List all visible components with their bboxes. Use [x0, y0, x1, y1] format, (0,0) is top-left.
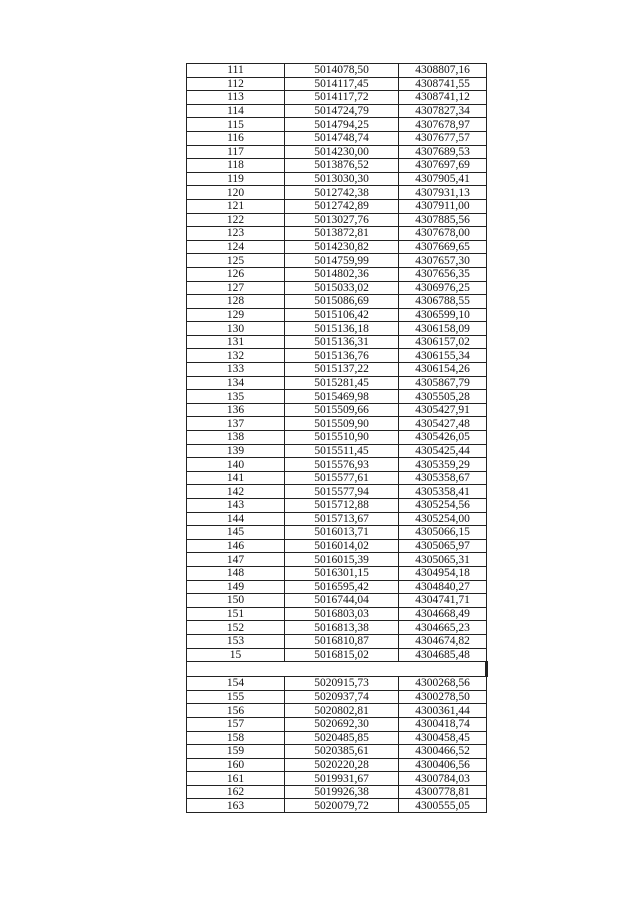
y-coordinate-cell: 4306599,10	[399, 308, 487, 322]
table-row	[187, 431, 487, 445]
y-coordinate-cell: 4305505,28	[399, 390, 487, 404]
table-row	[187, 499, 487, 513]
table-row	[187, 539, 487, 553]
y-coordinate-cell: 4305359,29	[399, 458, 487, 472]
x-coordinate-cell: 5015469,98	[285, 390, 399, 404]
x-coordinate-cell: 5016014,02	[285, 539, 399, 553]
x-coordinate-cell: 5015511,45	[285, 444, 399, 458]
y-coordinate-cell: 4306158,09	[399, 322, 487, 336]
x-coordinate-cell: 5020385,61	[285, 745, 399, 759]
x-coordinate-cell: 5016301,15	[285, 566, 399, 580]
x-coordinate-cell: 5015137,22	[285, 363, 399, 377]
y-coordinate-cell: 4300555,05	[399, 799, 487, 813]
table-row	[187, 648, 487, 662]
x-coordinate-cell: 5012742,89	[285, 199, 399, 213]
table-row	[187, 349, 487, 363]
x-coordinate-cell: 5016013,71	[285, 526, 399, 540]
y-coordinate-cell: 4305867,79	[399, 376, 487, 390]
point-number-cell: 132	[187, 349, 285, 363]
x-coordinate-cell: 5013030,30	[285, 172, 399, 186]
table-row	[187, 607, 487, 621]
point-number-cell: 111	[187, 64, 285, 78]
point-number-cell: 117	[187, 145, 285, 159]
point-number-cell: 123	[187, 227, 285, 241]
y-coordinate-cell: 4305254,56	[399, 499, 487, 513]
x-coordinate-cell: 5020485,85	[285, 731, 399, 745]
table-row	[187, 512, 487, 526]
point-number-cell: 163	[187, 799, 285, 813]
x-coordinate-cell: 5014230,82	[285, 240, 399, 254]
y-coordinate-cell: 4307905,41	[399, 172, 487, 186]
x-coordinate-cell: 5015281,45	[285, 376, 399, 390]
y-coordinate-cell: 4305427,91	[399, 403, 487, 417]
x-coordinate-cell: 5019931,67	[285, 772, 399, 786]
x-coordinate-cell: 5012742,38	[285, 186, 399, 200]
point-number-cell: 133	[187, 363, 285, 377]
y-coordinate-cell: 4305358,67	[399, 471, 487, 485]
x-coordinate-cell: 5014117,45	[285, 77, 399, 91]
y-coordinate-cell: 4300361,44	[399, 704, 487, 718]
y-coordinate-cell: 4307697,69	[399, 159, 487, 173]
y-coordinate-cell: 4307678,00	[399, 227, 487, 241]
x-coordinate-cell: 5020079,72	[285, 799, 399, 813]
table-row	[187, 704, 487, 718]
section-separator-cell	[187, 662, 487, 677]
table-row	[187, 240, 487, 254]
x-coordinate-cell: 5020802,81	[285, 704, 399, 718]
point-number-cell: 147	[187, 553, 285, 567]
table-row	[187, 64, 487, 78]
x-coordinate-cell: 5015086,69	[285, 295, 399, 309]
point-number-cell: 129	[187, 308, 285, 322]
table-row	[187, 566, 487, 580]
table-row	[187, 403, 487, 417]
table-row	[187, 621, 487, 635]
y-coordinate-cell: 4305254,00	[399, 512, 487, 526]
point-number-cell: 157	[187, 717, 285, 731]
y-coordinate-cell: 4304668,49	[399, 607, 487, 621]
y-coordinate-cell: 4306154,26	[399, 363, 487, 377]
point-number-cell: 116	[187, 131, 285, 145]
y-coordinate-cell: 4307669,65	[399, 240, 487, 254]
point-number-cell: 161	[187, 772, 285, 786]
x-coordinate-cell: 5014078,50	[285, 64, 399, 78]
point-number-cell: 150	[187, 594, 285, 608]
y-coordinate-cell: 4305427,48	[399, 417, 487, 431]
point-number-cell: 130	[187, 322, 285, 336]
point-number-cell: 115	[187, 118, 285, 132]
y-coordinate-cell: 4300418,74	[399, 717, 487, 731]
point-number-cell: 152	[187, 621, 285, 635]
y-coordinate-cell: 4304840,27	[399, 580, 487, 594]
table-row	[187, 799, 487, 813]
y-coordinate-cell: 4307678,97	[399, 118, 487, 132]
y-coordinate-cell: 4306155,34	[399, 349, 487, 363]
table-row	[187, 213, 487, 227]
y-coordinate-cell: 4305065,31	[399, 553, 487, 567]
x-coordinate-cell: 5015577,61	[285, 471, 399, 485]
point-number-cell: 128	[187, 295, 285, 309]
x-coordinate-cell: 5015136,76	[285, 349, 399, 363]
table-row	[187, 267, 487, 281]
x-coordinate-cell: 5015106,42	[285, 308, 399, 322]
point-number-cell: 144	[187, 512, 285, 526]
y-coordinate-cell: 4300406,56	[399, 758, 487, 772]
x-coordinate-cell: 5015712,88	[285, 499, 399, 513]
x-coordinate-cell: 5016813,38	[285, 621, 399, 635]
x-coordinate-cell: 5014802,36	[285, 267, 399, 281]
point-number-cell: 156	[187, 704, 285, 718]
table-row	[187, 758, 487, 772]
y-coordinate-cell: 4307657,30	[399, 254, 487, 268]
table-row	[187, 553, 487, 567]
x-coordinate-cell: 5016595,42	[285, 580, 399, 594]
table-row	[187, 322, 487, 336]
x-coordinate-cell: 5020937,74	[285, 690, 399, 704]
table-row	[187, 444, 487, 458]
point-number-cell: 141	[187, 471, 285, 485]
x-coordinate-cell: 5015136,18	[285, 322, 399, 336]
y-coordinate-cell: 4300268,56	[399, 677, 487, 691]
point-number-cell: 158	[187, 731, 285, 745]
point-number-cell: 135	[187, 390, 285, 404]
table-row	[187, 118, 487, 132]
point-number-cell: 159	[187, 745, 285, 759]
point-number-cell: 134	[187, 376, 285, 390]
table-row	[187, 295, 487, 309]
y-coordinate-cell: 4300278,50	[399, 690, 487, 704]
x-coordinate-cell: 5015509,90	[285, 417, 399, 431]
x-coordinate-cell: 5015136,31	[285, 335, 399, 349]
x-coordinate-cell: 5015510,90	[285, 431, 399, 445]
x-coordinate-cell: 5014794,25	[285, 118, 399, 132]
point-number-cell: 155	[187, 690, 285, 704]
table-row	[187, 159, 487, 173]
point-number-cell: 121	[187, 199, 285, 213]
y-coordinate-cell: 4305425,44	[399, 444, 487, 458]
table-row	[187, 731, 487, 745]
y-coordinate-cell: 4307827,34	[399, 104, 487, 118]
point-number-cell: 148	[187, 566, 285, 580]
table-row	[187, 785, 487, 799]
table-row	[187, 145, 487, 159]
point-number-cell: 15	[187, 648, 285, 662]
point-number-cell: 122	[187, 213, 285, 227]
point-number-cell: 143	[187, 499, 285, 513]
table-row	[187, 281, 487, 295]
x-coordinate-cell: 5015033,02	[285, 281, 399, 295]
y-coordinate-cell: 4304954,18	[399, 566, 487, 580]
point-number-cell: 127	[187, 281, 285, 295]
point-number-cell: 149	[187, 580, 285, 594]
x-coordinate-cell: 5014759,99	[285, 254, 399, 268]
y-coordinate-cell: 4308807,16	[399, 64, 487, 78]
table-row	[187, 458, 487, 472]
table-row	[187, 580, 487, 594]
y-coordinate-cell: 4306976,25	[399, 281, 487, 295]
x-coordinate-cell: 5020692,30	[285, 717, 399, 731]
point-number-cell: 112	[187, 77, 285, 91]
y-coordinate-cell: 4304674,82	[399, 634, 487, 648]
point-number-cell: 137	[187, 417, 285, 431]
y-coordinate-cell: 4305065,97	[399, 539, 487, 553]
coordinates-table-body	[187, 64, 487, 813]
y-coordinate-cell: 4300458,45	[399, 731, 487, 745]
y-coordinate-cell: 4304665,23	[399, 621, 487, 635]
y-coordinate-cell: 4307885,56	[399, 213, 487, 227]
table-row	[187, 308, 487, 322]
y-coordinate-cell: 4307656,35	[399, 267, 487, 281]
table-row	[187, 131, 487, 145]
y-coordinate-cell: 4307911,00	[399, 199, 487, 213]
y-coordinate-cell: 4304741,71	[399, 594, 487, 608]
y-coordinate-cell: 4305066,15	[399, 526, 487, 540]
x-coordinate-cell: 5015576,93	[285, 458, 399, 472]
table-row	[187, 471, 487, 485]
y-coordinate-cell: 4308741,12	[399, 91, 487, 105]
table-row	[187, 363, 487, 377]
table-row	[187, 526, 487, 540]
x-coordinate-cell: 5014748,74	[285, 131, 399, 145]
table-row	[187, 485, 487, 499]
x-coordinate-cell: 5015509,66	[285, 403, 399, 417]
y-coordinate-cell: 4300778,81	[399, 785, 487, 799]
y-coordinate-cell: 4300466,52	[399, 745, 487, 759]
point-number-cell: 139	[187, 444, 285, 458]
point-number-cell: 140	[187, 458, 285, 472]
point-number-cell: 154	[187, 677, 285, 691]
y-coordinate-cell: 4308741,55	[399, 77, 487, 91]
table-row	[187, 417, 487, 431]
table-row	[187, 745, 487, 759]
point-number-cell: 118	[187, 159, 285, 173]
table-row	[187, 772, 487, 786]
y-coordinate-cell: 4305426,05	[399, 431, 487, 445]
point-number-cell: 125	[187, 254, 285, 268]
x-coordinate-cell: 5015577,94	[285, 485, 399, 499]
table-row	[187, 199, 487, 213]
y-coordinate-cell: 4307931,13	[399, 186, 487, 200]
point-number-cell: 120	[187, 186, 285, 200]
table-row	[187, 690, 487, 704]
x-coordinate-cell: 5015713,67	[285, 512, 399, 526]
table-row	[187, 335, 487, 349]
x-coordinate-cell: 5016810,87	[285, 634, 399, 648]
x-coordinate-cell: 5020220,28	[285, 758, 399, 772]
table-row	[187, 172, 487, 186]
x-coordinate-cell: 5016744,04	[285, 594, 399, 608]
point-number-cell: 124	[187, 240, 285, 254]
point-number-cell: 151	[187, 607, 285, 621]
point-number-cell: 160	[187, 758, 285, 772]
table-row	[187, 104, 487, 118]
table-row	[187, 91, 487, 105]
y-coordinate-cell: 4306788,55	[399, 295, 487, 309]
point-number-cell: 153	[187, 634, 285, 648]
point-number-cell: 146	[187, 539, 285, 553]
table-row	[187, 594, 487, 608]
x-coordinate-cell: 5013027,76	[285, 213, 399, 227]
y-coordinate-cell: 4307689,53	[399, 145, 487, 159]
point-number-cell: 145	[187, 526, 285, 540]
coordinates-table	[186, 63, 488, 813]
x-coordinate-cell: 5013872,81	[285, 227, 399, 241]
y-coordinate-cell: 4305358,41	[399, 485, 487, 499]
y-coordinate-cell: 4307677,57	[399, 131, 487, 145]
point-number-cell: 142	[187, 485, 285, 499]
table-row	[187, 77, 487, 91]
point-number-cell: 119	[187, 172, 285, 186]
y-coordinate-cell: 4304685,48	[399, 648, 487, 662]
x-coordinate-cell: 5014724,79	[285, 104, 399, 118]
point-number-cell: 113	[187, 91, 285, 105]
table-row	[187, 254, 487, 268]
table-row	[187, 677, 487, 691]
section-separator-row	[187, 662, 487, 677]
x-coordinate-cell: 5019926,38	[285, 785, 399, 799]
table-row	[187, 634, 487, 648]
point-number-cell: 126	[187, 267, 285, 281]
x-coordinate-cell: 5016803,03	[285, 607, 399, 621]
table-row	[187, 376, 487, 390]
x-coordinate-cell: 5016815,02	[285, 648, 399, 662]
x-coordinate-cell: 5020915,73	[285, 677, 399, 691]
x-coordinate-cell: 5016015,39	[285, 553, 399, 567]
point-number-cell: 131	[187, 335, 285, 349]
x-coordinate-cell: 5013876,52	[285, 159, 399, 173]
point-number-cell: 162	[187, 785, 285, 799]
table-row	[187, 717, 487, 731]
point-number-cell: 138	[187, 431, 285, 445]
point-number-cell: 114	[187, 104, 285, 118]
y-coordinate-cell: 4306157,02	[399, 335, 487, 349]
table-row	[187, 186, 487, 200]
table-row	[187, 390, 487, 404]
x-coordinate-cell: 5014230,00	[285, 145, 399, 159]
x-coordinate-cell: 5014117,72	[285, 91, 399, 105]
point-number-cell: 136	[187, 403, 285, 417]
y-coordinate-cell: 4300784,03	[399, 772, 487, 786]
table-row	[187, 227, 487, 241]
